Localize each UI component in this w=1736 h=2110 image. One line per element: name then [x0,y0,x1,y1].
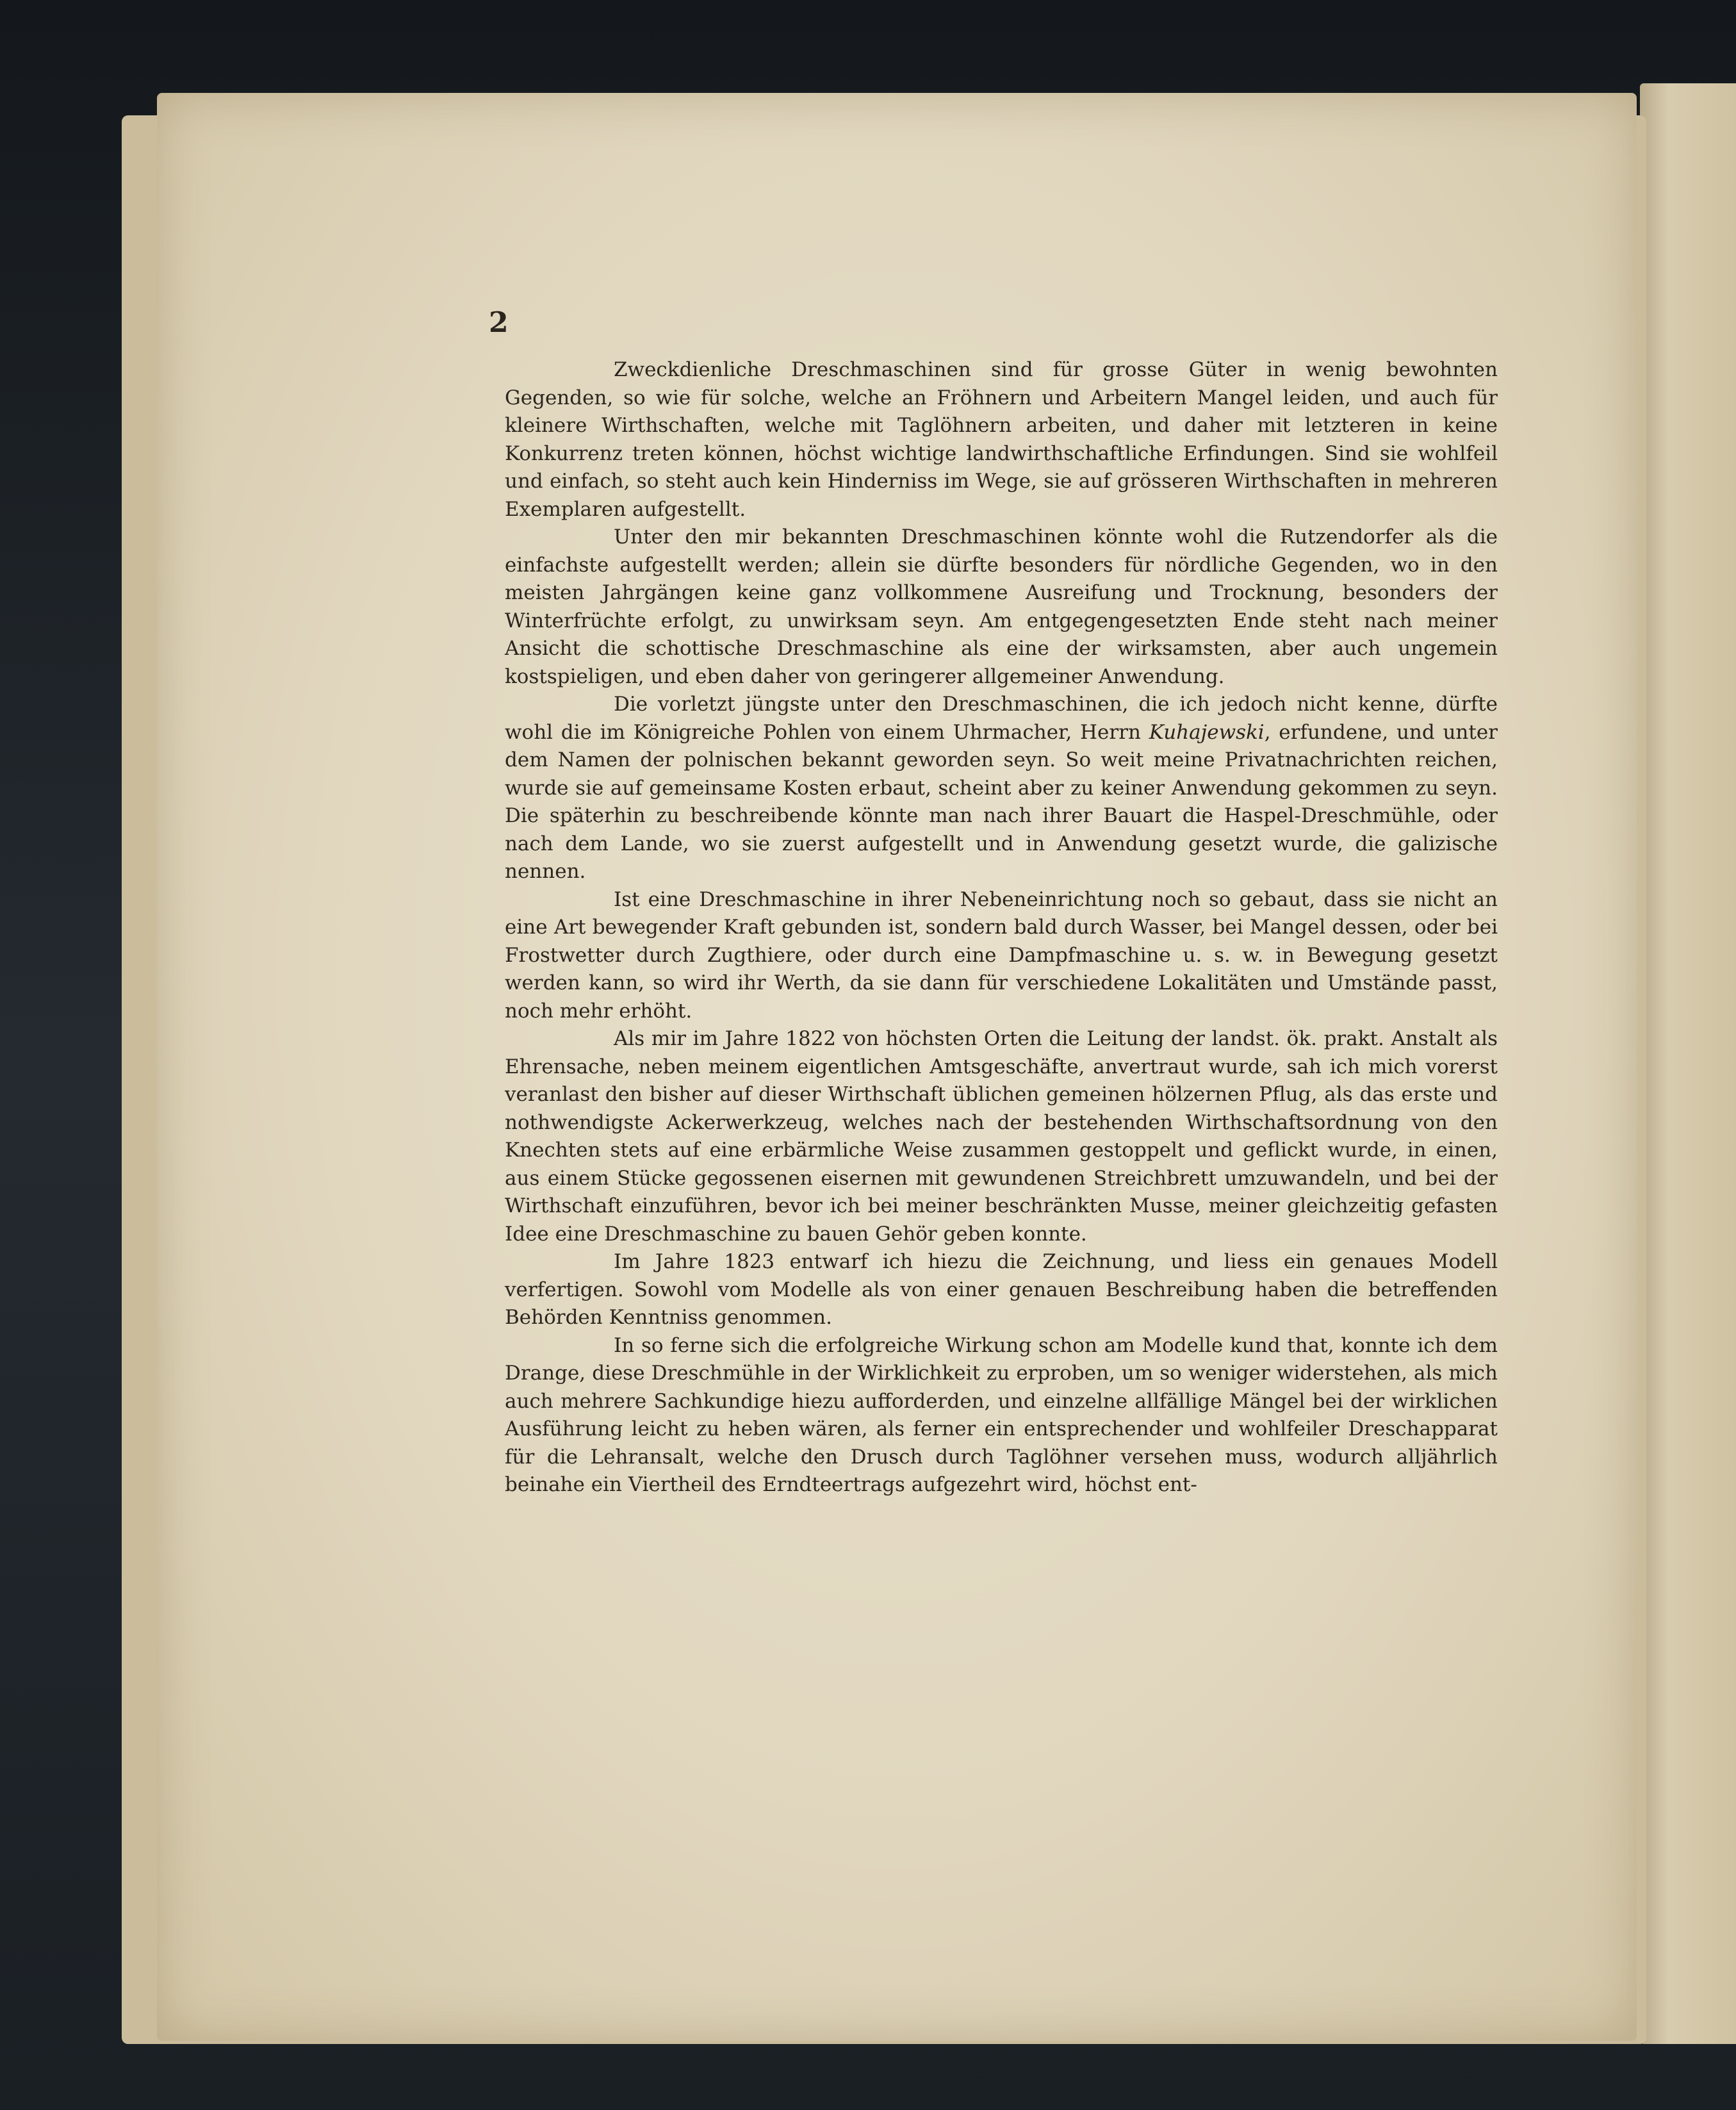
inventor-name: Kuhajewski [1149,720,1265,744]
page-number: 2 [489,306,509,339]
paragraph-2: Unter den mir bekannten Dreschmaschinen könnte wohl die Rutzendorfer als die einfachste aufgestellt werden; allein sie dürfte besonders für nördliche Gegenden, wo in den meisten Jahrgängen keine ganz vollkommene Ausreifung und Trocknung, besonders der Winterfrüchte erfolgt, zu unwirksam seyn. Am entgegengesetzten Ende steht nach meiner Ansicht die schottische Dreschmaschine als eine der wirksamsten, aber auch ungemein kostspieligen, und eben daher von geringerer allgemeiner Anwendung. [505,525,1498,688]
paragraph-3 [505,691,1498,886]
paragraph-1: Zweckdienliche Dreschmaschinen sind für grosse Güter in wenig bewohnten Gegenden, so wie für solche, welche an Fröhnern und Arbeitern Mangel leiden, und auch für kleinere Wirthschaften, welche mit Taglöhnern arbeiten, und daher mit letzteren in keine Konkurrenz treten können, höchst wichtige landwirthschaftliche Erfindungen. Sind sie wohlfeil und einfach, so steht auch kein Hinderniss im Wege, sie auf grösseren Wirthschaften in mehreren Exemplaren aufgestellt. [505,358,1498,521]
paragraph-6: Im Jahre 1823 entwarf ich hiezu die Zeichnung, und liess ein genaues Modell verfertigen. Sowohl vom Modelle als von einer genauen Beschreibung haben die betreffenden Behörden Kenntniss genommen. [505,1250,1498,1329]
paragraph-3-text-a: Die vorletzt jüngste unter den Dreschmaschinen, die ich jedoch nicht kenne, dürfte wohl die im Königreiche Pohlen von einem Uhrmacher, Herrn [505,693,1498,744]
facing-page-edge [1640,83,1736,2044]
paragraph-3-text-b: , erfundene, und unter dem Namen der polnischen bekannt geworden seyn. So weit meine Privatnachrichten reichen, wurde sie auf gemeinsame Kosten erbaut, scheint aber zu keiner Anwendung gekommen zu seyn. Die späterhin zu beschreibende könnte man nach ihrer Bauart die Haspel-Dreschmühle, oder nach dem Lande, wo sie zuerst aufgestellt und in Anwendung gesetzt wurde, die galizische nennen. [505,720,1498,883]
body-text [505,356,1498,1499]
paragraph-4: Ist eine Dreschmaschine in ihrer Nebeneinrichtung noch so gebaut, dass sie nicht an eine Art bewegender Kraft gebunden ist, sondern bald durch Wasser, bei Mangel dessen, oder bei Frostwetter durch Zugthiere, oder durch eine Dampfmaschine u. s. w. in Bewegung gesetzt werden kann, so wird ihr Werth, da sie dann für verschiedene Lokalitäten und Umstände passt, noch mehr erhöht. [505,887,1498,1023]
paragraph-7: In so ferne sich die erfolgreiche Wirkung schon am Modelle kund that, konnte ich dem Drange, diese Dreschmühle in der Wirklichkeit zu erproben, um so weniger widerstehen, als mich auch mehrere Sachkundige hiezu aufforderden, und einzelne allfällige Mängel bei der wirklichen Ausführung leicht zu heben wären, als ferner ein entsprechender und wohlfeiler Dreschapparat für die Lehransalt, welche den Drusch durch Taglöhner versehen muss, wodurch alljährlich beinahe ein Viertheil des Erndteertrags aufgezehrt wird, höchst ent- [505,1333,1498,1496]
paragraph-5: Als mir im Jahre 1822 von höchsten Orten die Leitung der landst. ök. prakt. Anstalt als Ehrensache, neben meinem eigentlichen Amtsgeschäfte, anvertraut wurde, sah ich mich vorerst veranlast den bisher auf dieser Wirthschaft üblichen gemeinen hölzernen Pflug, als das erste und nothwendigste Ackerwerkzeug, welches nach der bestehenden Wirthschaftsordnung von den Knechten stets auf eine erbärmliche Weise zusammen gestoppelt und geflickt wurde, in einen, aus einem Stücke gegossenen eisernen mit gewundenen Streichbrett umzuwandeln, und bei der Wirthschaft einzuführen, bevor ich bei meiner beschränkten Musse, meiner gleichzeitig gefasten Idee eine Dreschmaschine zu bauen Gehör geben konnte. [505,1027,1498,1246]
